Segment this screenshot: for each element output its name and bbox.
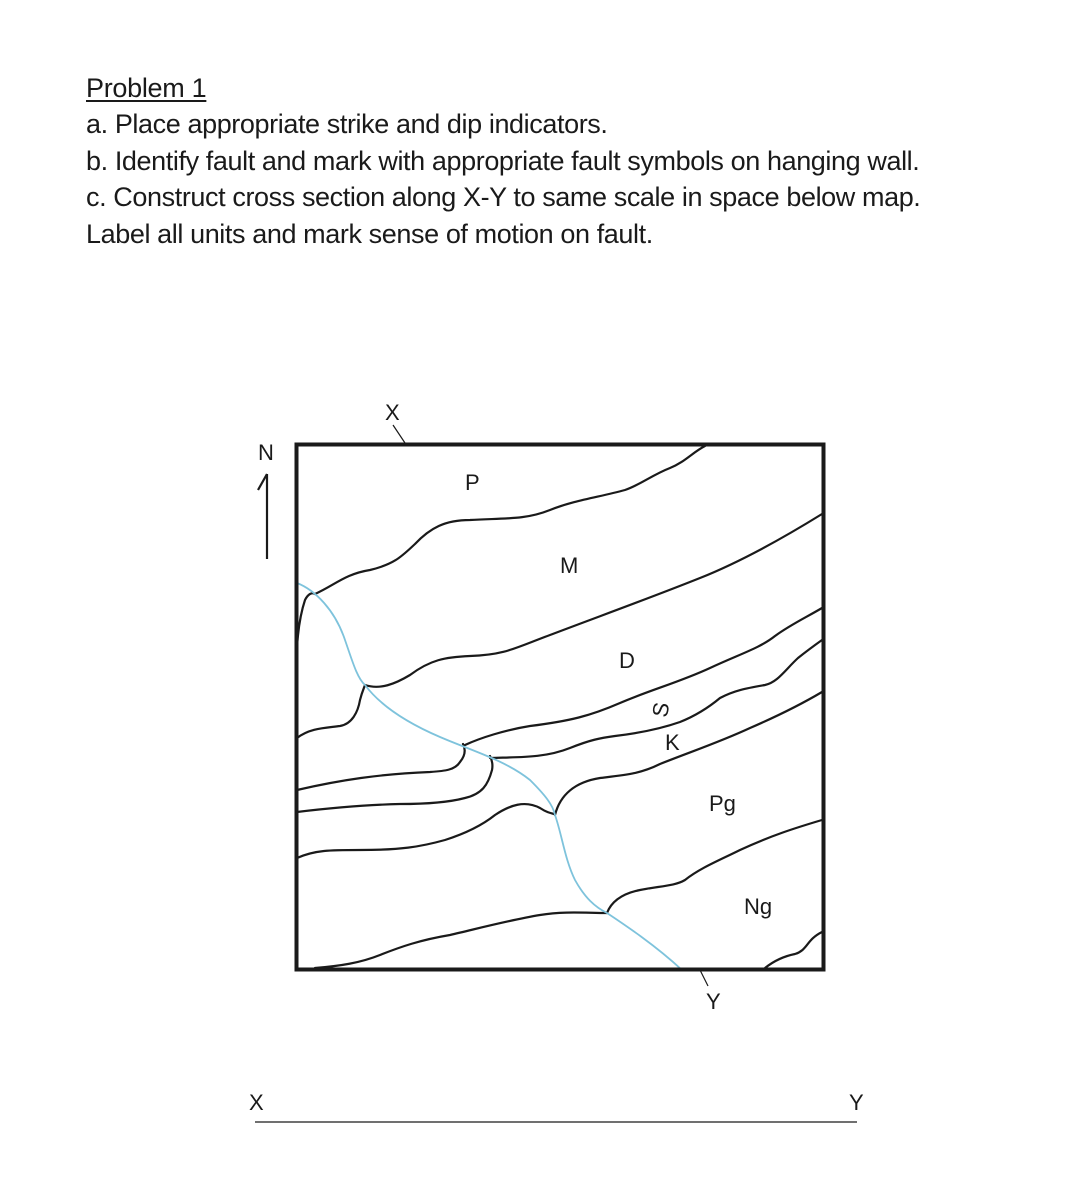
unit-label-m: M — [560, 553, 579, 578]
contact-pg-ng — [607, 820, 822, 913]
section-end-label: Y — [706, 989, 721, 1014]
contact-p-m — [315, 446, 705, 594]
unit-label-s: S — [647, 700, 675, 720]
contact-west-5 — [297, 593, 315, 648]
map-frame — [297, 445, 824, 970]
problem-title: Problem 1 — [86, 73, 207, 103]
cross-section-end-label: Y — [849, 1090, 864, 1115]
north-arrow — [258, 440, 274, 559]
instruction-a: a. Place appropriate strike and dip indicators. — [86, 109, 608, 139]
unit-label-pg: Pg — [709, 791, 736, 816]
north-label: N — [258, 440, 274, 465]
contact-k-pg — [555, 692, 822, 815]
section-line-y-tick — [700, 970, 708, 986]
contact-d-s — [465, 608, 822, 745]
contact-lines — [297, 446, 822, 968]
cross-section-start-label: X — [249, 1090, 264, 1115]
cross-section-area — [249, 1090, 864, 1122]
unit-label-p: P — [465, 470, 480, 495]
contact-south-1 — [315, 913, 607, 969]
contact-se-corner — [765, 932, 822, 968]
instruction-b: b. Identify fault and mark with appropriate fault symbols on hanging wall. — [86, 145, 920, 176]
section-start-label: X — [385, 400, 400, 425]
instruction-d: Label all units and mark sense of motion on fault. — [86, 218, 653, 249]
unit-label-k: K — [665, 730, 680, 755]
contact-s-k — [490, 640, 822, 758]
contact-west-1 — [297, 744, 465, 790]
contact-m-d — [365, 514, 822, 687]
unit-label-d: D — [619, 648, 635, 673]
instruction-c: c. Construct cross section along X-Y to same scale in space below map. — [86, 182, 921, 213]
unit-label-ng: Ng — [744, 894, 773, 919]
contact-west-3 — [297, 804, 554, 858]
contact-west-4 — [297, 685, 365, 738]
section-line-x-tick — [393, 425, 405, 443]
north-arrow-barb — [258, 474, 267, 490]
